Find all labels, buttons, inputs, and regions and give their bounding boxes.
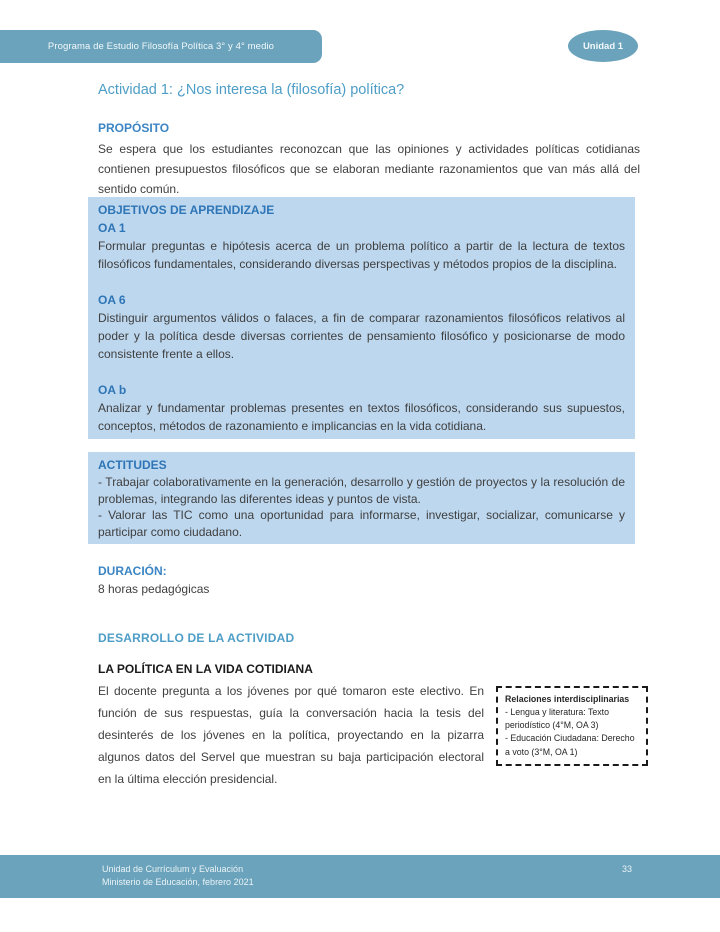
duracion-body: 8 horas pedagógicas <box>98 582 210 596</box>
relacion-item-2: - Educación Ciudadana: Derecho a voto (3°M, OA 1) <box>505 733 635 757</box>
cotidiana-heading: LA POLÍTICA EN LA VIDA COTIDIANA <box>98 662 313 676</box>
activity-title: Actividad 1: ¿Nos interesa la (filosofía) política? <box>98 82 405 98</box>
actitud-item-1: - Trabajar colaborativamente en la generación, desarrollo y gestión de proyectos y la resolución de problemas, integrando las diferentes ideas y puntos de vista. <box>98 475 625 506</box>
oa-item <box>98 291 625 363</box>
actitudes-box <box>88 452 635 544</box>
oa-item <box>98 219 625 273</box>
oa-b-text: Analizar y fundamentar problemas presentes en textos filosóficos, considerando sus supuestos, conceptos, métodos de razonamiento e implicancias en la vida cotidiana. <box>98 401 625 433</box>
oa-item <box>98 381 625 435</box>
desarrollo-heading: DESARROLLO DE LA ACTIVIDAD <box>98 631 295 645</box>
objetivos-heading: OBJETIVOS DE APRENDIZAJE <box>98 203 275 217</box>
actitud-item-2: - Valorar las TIC como una oportunidad para informarse, investigar, socializar, comunicarse y participar como ciudadano. <box>98 508 625 539</box>
cotidiana-body: El docente pregunta a los jóvenes por qué tomaron este electivo. En función de sus respuestas, guía la conversación hacia la tesis del desinterés de los jóvenes en la política, proyectando en la pizarra algunos datos del Servel que muestran su baja participación electoral en la última elección presidencial. <box>98 684 484 786</box>
relaciones-heading: Relaciones interdisciplinarias <box>505 694 630 704</box>
unit-badge: Unidad 1 <box>568 30 638 62</box>
relacion-item-1: - Lengua y literatura: Texto periodístico (4°M, OA 3) <box>505 707 609 731</box>
oa-1-label: OA 1 <box>98 221 126 235</box>
footer-credits <box>102 863 254 889</box>
relaciones-interdisciplinarias-box <box>496 686 648 766</box>
footer-line-2: Ministerio de Educación, febrero 2021 <box>102 877 254 887</box>
objetivos-box <box>88 197 635 439</box>
program-title: Programa de Estudio Filosofía Política 3° y 4° medio <box>47 41 275 52</box>
duracion-heading: DURACIÓN: <box>98 564 167 578</box>
program-header-bar <box>0 30 322 63</box>
footer-bar <box>0 855 720 898</box>
proposito-heading: PROPÓSITO <box>98 121 170 135</box>
page-number: 33 <box>622 864 633 874</box>
cotidiana-section <box>98 680 648 790</box>
oa-6-text: Distinguir argumentos válidos o falaces, a fin de comparar razonamientos filosóficos relativos al poder y la política desde diversas corrientes de pensamiento filosófico y posicionarse de modo consistente frente a ellos. <box>98 311 625 361</box>
actitudes-heading: ACTITUDES <box>98 458 167 472</box>
footer-line-1: Unidad de Currículum y Evaluación <box>102 864 244 874</box>
oa-1-text: Formular preguntas e hipótesis acerca de un problema político a partir de la lectura de textos filosóficos fundamentales, considerando diversas perspectivas y métodos propios de la disciplina. <box>98 239 625 271</box>
oa-b-label: OA b <box>98 383 127 397</box>
oa-6-label: OA 6 <box>98 293 126 307</box>
proposito-body: Se espera que los estudiantes reconozcan que las opiniones y actividades políticas cotidianas contienen presupuestos filosóficos que se elaboran mediante razonamientos que van más allá del sentido común. <box>98 142 640 196</box>
